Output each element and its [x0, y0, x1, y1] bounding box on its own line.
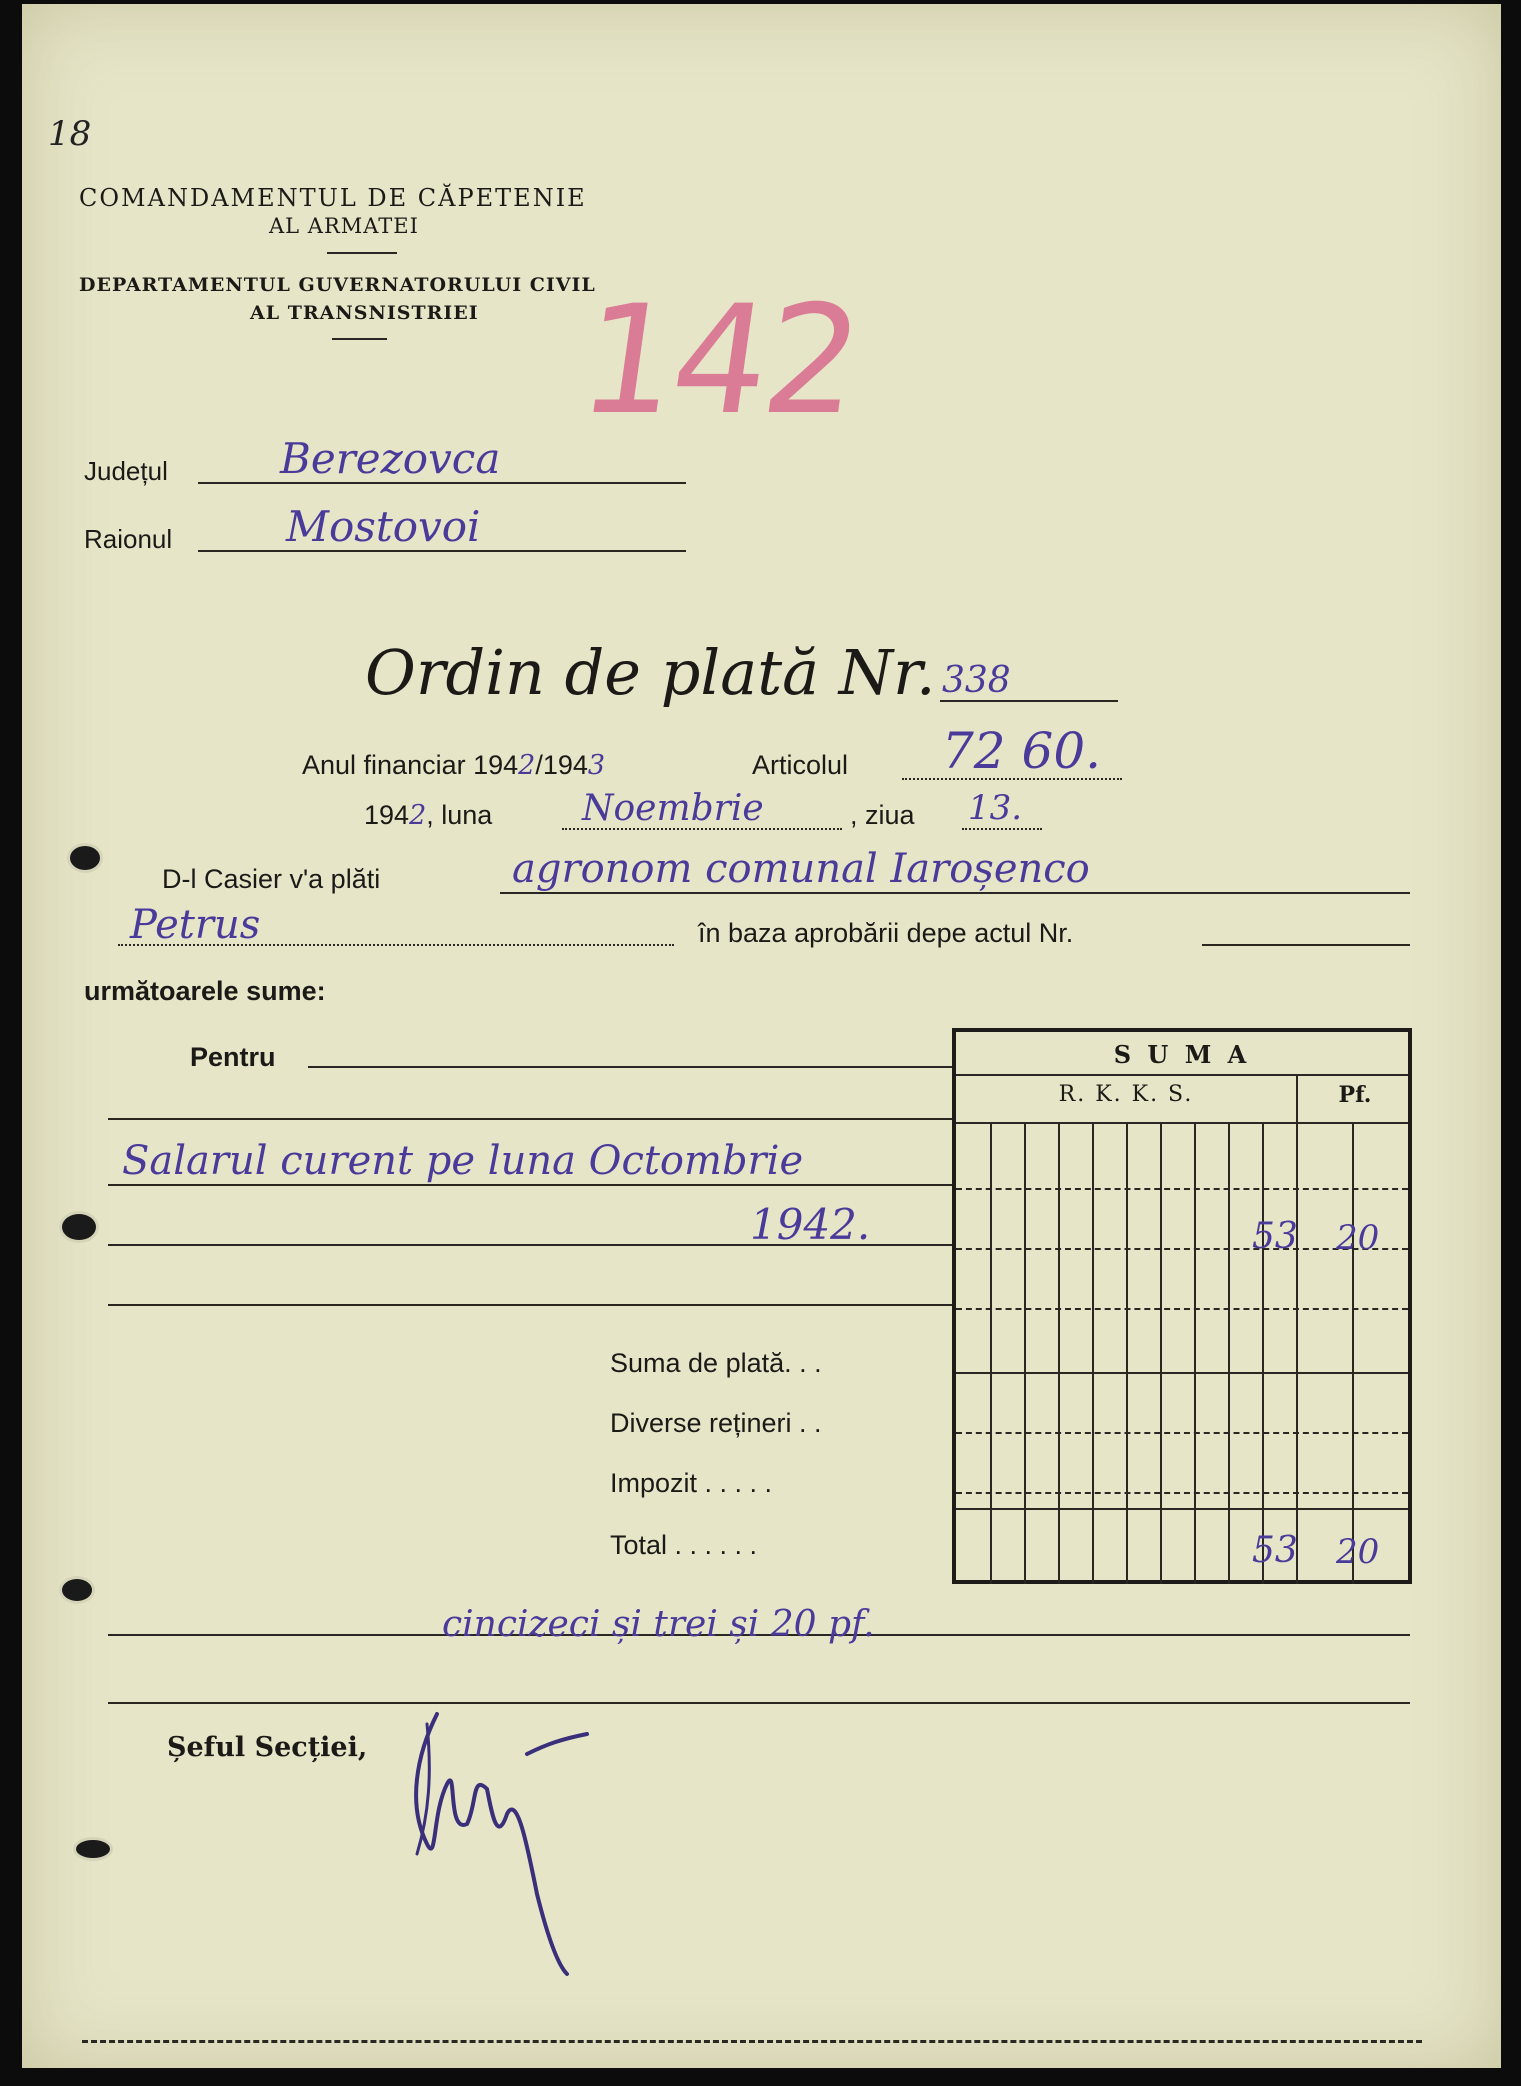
- payee-line-1: agronom comunal Iaroșenco: [512, 846, 1090, 892]
- punch-hole: [62, 1579, 92, 1601]
- purpose-line: [108, 1304, 956, 1306]
- stamp-number: 142: [569, 274, 869, 448]
- fiscal-year-mid: /194: [535, 750, 588, 780]
- header-divider: [327, 252, 397, 254]
- punch-hole: [70, 846, 100, 870]
- impozit-label: Impozit . . . . .: [610, 1468, 773, 1498]
- raionul-label: Raionul: [84, 524, 173, 554]
- punch-hole: [76, 1840, 110, 1858]
- footer-line: [108, 1702, 1410, 1704]
- header-line-4: AL TRANSNISTRIEI: [250, 302, 479, 324]
- raionul-value: Mostovoi: [286, 502, 481, 551]
- suma-plata-label: Suma de plată. . .: [610, 1348, 822, 1378]
- aprobare-underline: [1202, 944, 1410, 946]
- folio-number: 18: [48, 114, 92, 154]
- fiscal-year-hand2: 3: [587, 750, 606, 781]
- ziua-underline: [962, 828, 1042, 830]
- payee-line-2: Petrus: [130, 902, 261, 948]
- header-line-1: COMANDAMENTUL DE CĂPETENIE: [79, 184, 587, 212]
- column-line: [1228, 1122, 1230, 1584]
- total-label: Total . . . . . .: [610, 1530, 758, 1560]
- row-pf-value: 20: [1336, 1218, 1380, 1258]
- suma-table: [952, 1028, 1412, 1584]
- fiscal-year-label: [302, 750, 605, 781]
- purpose-line-1: Salarul curent pe luna Octombrie: [122, 1138, 804, 1184]
- rkks-header: R. K. K. S.: [1058, 1082, 1194, 1107]
- table-row-line: [956, 1432, 1408, 1434]
- column-line: [1262, 1122, 1264, 1584]
- column-line: [1024, 1122, 1026, 1584]
- suma-header: S U M A: [1113, 1040, 1251, 1069]
- column-line: [1058, 1122, 1060, 1584]
- purpose-line: [108, 1244, 956, 1246]
- signature: [377, 1694, 697, 1994]
- date-year: [364, 800, 492, 831]
- row-rkks-value: 53: [1252, 1216, 1298, 1257]
- fiscal-year-prefix: Anul financiar 194: [302, 750, 519, 780]
- total-pf-value: 20: [1336, 1532, 1380, 1572]
- luna-value: Noembrie: [582, 788, 764, 829]
- header-line-2: AL ARMATEI: [269, 214, 419, 238]
- pentru-underline: [308, 1066, 956, 1068]
- payee-underline-1: [500, 892, 1410, 894]
- table-row-line: [956, 1188, 1408, 1190]
- table-row-line: [956, 1508, 1408, 1510]
- articol-label: Articolul: [752, 750, 849, 780]
- fiscal-year-hand1: 2: [518, 750, 536, 781]
- table-row-line: [956, 1492, 1408, 1494]
- table-divider: [956, 1074, 1408, 1076]
- table-row-line: [956, 1308, 1408, 1310]
- judetul-label: Județul: [84, 456, 168, 486]
- total-rkks-value: 53: [1252, 1530, 1298, 1571]
- sume-label: următoarele sume:: [84, 976, 326, 1006]
- ziua-value: 13.: [968, 788, 1023, 828]
- cut-line: [82, 2040, 1422, 2043]
- pf-header: Pf.: [1338, 1082, 1372, 1108]
- purpose-line-2: 1942.: [750, 1200, 871, 1249]
- seful-label: Șeful Secției,: [167, 1732, 368, 1763]
- page-title: Ordin de plată Nr.: [365, 636, 936, 709]
- ziua-label: , ziua: [850, 800, 915, 830]
- judetul-value: Berezovca: [280, 434, 501, 483]
- aprobare-label: în baza aprobării depe actul Nr.: [698, 918, 1074, 948]
- header-divider: [332, 338, 387, 340]
- table-row-line: [956, 1372, 1408, 1374]
- column-line: [1352, 1122, 1354, 1584]
- column-line: [1160, 1122, 1162, 1584]
- amount-in-words: cincizeci și trei și 20 pf.: [442, 1604, 875, 1645]
- column-line: [1126, 1122, 1128, 1584]
- articol-value: 72 60.: [942, 722, 1102, 780]
- document-page: [22, 4, 1501, 2068]
- column-line: [990, 1122, 992, 1584]
- date-year-hand: 2: [409, 800, 427, 831]
- purpose-line: [108, 1118, 956, 1120]
- purpose-line: [108, 1184, 956, 1186]
- pentru-label: Pentru: [190, 1042, 276, 1072]
- column-line: [1194, 1122, 1196, 1584]
- casier-label: D-l Casier v'a plăti: [162, 864, 381, 894]
- date-prefix: 194: [364, 800, 410, 830]
- punch-hole: [62, 1214, 96, 1240]
- luna-label: , luna: [426, 800, 493, 830]
- header-line-3: DEPARTAMENTUL GUVERNATORULUI CIVIL: [79, 274, 596, 296]
- order-number: 338: [942, 660, 1011, 701]
- column-line: [1092, 1122, 1094, 1584]
- diverse-label: Diverse rețineri . .: [610, 1408, 822, 1438]
